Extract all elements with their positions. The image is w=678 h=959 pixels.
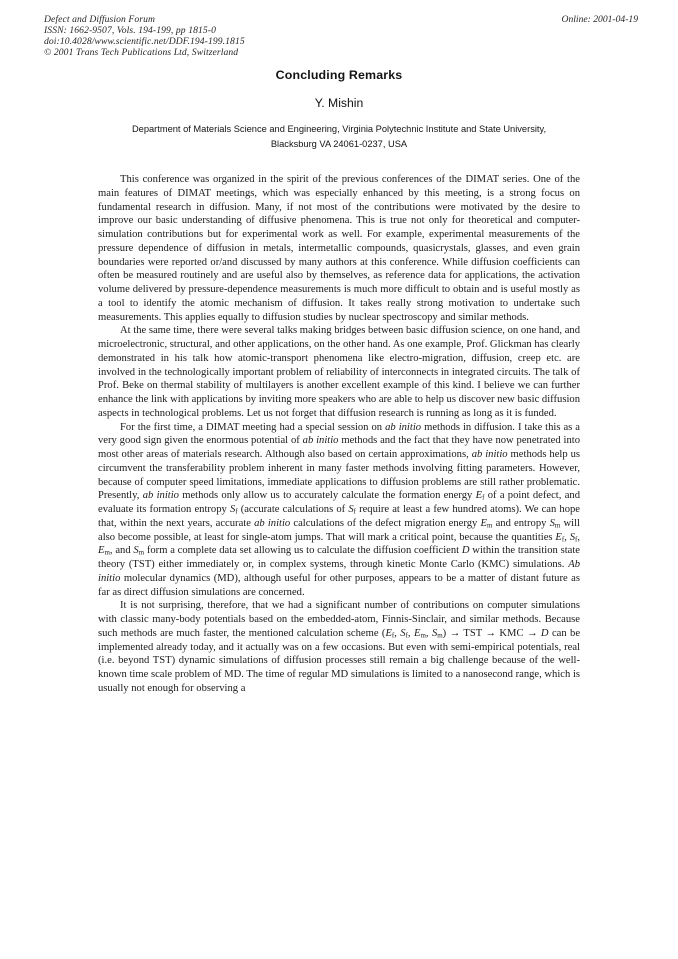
doi-line: doi:10.4028/www.scientific.net/DDF.194-199.1815 <box>44 36 245 48</box>
masthead-journal-info <box>44 14 245 58</box>
paragraph-2: At the same time, there were several talks making bridges between basic diffusion science, on one hand, and microelectronic, structural, and other applications, on the other hand. As one example, Prof. Glickman has clearly demonstrated in his talk how atomic-transport phenomena like electro-migration, diffusion, creep etc. are involved in the technologically important problem of reliability of interconnects in integrated circuits. The talk of Prof. Beke on thermal stability of multilayers is another excellent example of this kind. I believe we can further enhance the link with applications by inviting more speakers who are able to help us discover new basic diffusion aspects in technological problems. Let us not forget that diffusion research is running as long as it is funded. <box>98 325 580 419</box>
paragraph-3: For the first time, a DIMAT meeting had a special session on ab initio methods in diffusion. I take this as a very good sign given the enormous potential of ab initio methods and the fact that they have now penetrated into most other areas of materials research. Although also based on certain approximations, ab initio methods help us circumvent the transferability problem inherent in many faster methods involving fitting parameters. However, because of computer speed limitations, immediate applications to diffusion problems are still rather problematic. Presently, ab initio methods only allow us to accurately calculate the formation energy $E_f$ of a point defect, and evaluate its formation entropy $S_f$ (accurate calculations of $S_f$ require at least a few hundred atoms). We can hope that, within the next years, accurate ab initio calculations of the defect migration energy $E_m$ and entropy $S_m$ will also become possible, at least for single-atom jumps. That will mark a critical point, because the quantities $E_f$, $S_f$, $E_m$, and $S_m$ form a complete data set allowing us to calculate the diffusion coefficient D within the transition state theory (TST) either immediately or, in complex systems, through kinetic Monte Carlo (KMC) simulations. Ab initio molecular dynamics (MD), although useful for other purposes, appears to be a matter of distant future as far as direct diffusion simulations are concerned. <box>98 421 581 598</box>
author-name: Y. Mishin <box>314 96 364 110</box>
paragraph-4: It is not surprising, therefore, that we had a significant number of contributions on computer simulations with classic many-body potentials based on the embedded-atom, Finnis-Sinclair, and similar methods. Because such methods are much faster, the mentioned calculation scheme ($E_f$, $S_f$, $E_m$, $S_m$) → TST → KMC → D can be implemented already today, and it actually was on a few occasions. But even with semi-empirical potentials, real (i.e. beyond TST) dynamic simulations of diffusion processes still remain a big challenge because of the well-known time scale problem of MD. The time of regular MD simulations is limited to a nanosecond range, which is usually not enough for observing a <box>98 600 581 694</box>
page-title: Concluding Remarks <box>275 68 403 82</box>
online-date: Online: 2001-04-19 <box>561 14 638 25</box>
paragraph-1: This conference was organized in the spirit of the previous conferences of the DIMAT series. One of the main features of DIMAT meetings, which was especially enhanced by this meeting, is a strong focus on fundamental research in diffusion. Many, if not most of the contributions were motivated by the desire to improve our basic understanding of diffusive phenomena. This is true not only for theoretical and computer-simulation contributions but for experimental work as well. For example, experimental measurements of the pressure dependence of diffusion in metals, intermetallic compounds, quasicrystals, glasses, and even grain boundaries were reported or/and discussed by many authors at this conference. While diffusion coefficients can often be measured routinely and are useful also by themselves, as reference data for applications, the activation volume delivered by pressure-dependence measurements is much more difficult to obtain and is useful mostly as a tool to identify the atomic mechanism of diffusion. It takes really strong motivation to undertake such measurements. This applies equally to diffusion studies by nuclear spectroscopy and similar methods. <box>98 174 580 323</box>
issn-line: ISSN: 1662-9507, Vols. 194-199, pp 1815-0 <box>44 25 216 37</box>
journal-name: Defect and Diffusion Forum <box>44 14 156 25</box>
copyright-line: © 2001 Trans Tech Publications Ltd, Switzerland <box>44 47 239 59</box>
masthead <box>44 14 644 58</box>
author-affiliation: Department of Materials Science and Engineering, Virginia Polytechnic Institute and State University, Blacksburg VA 24061-0237, USA <box>131 124 547 149</box>
article-body <box>98 173 580 696</box>
